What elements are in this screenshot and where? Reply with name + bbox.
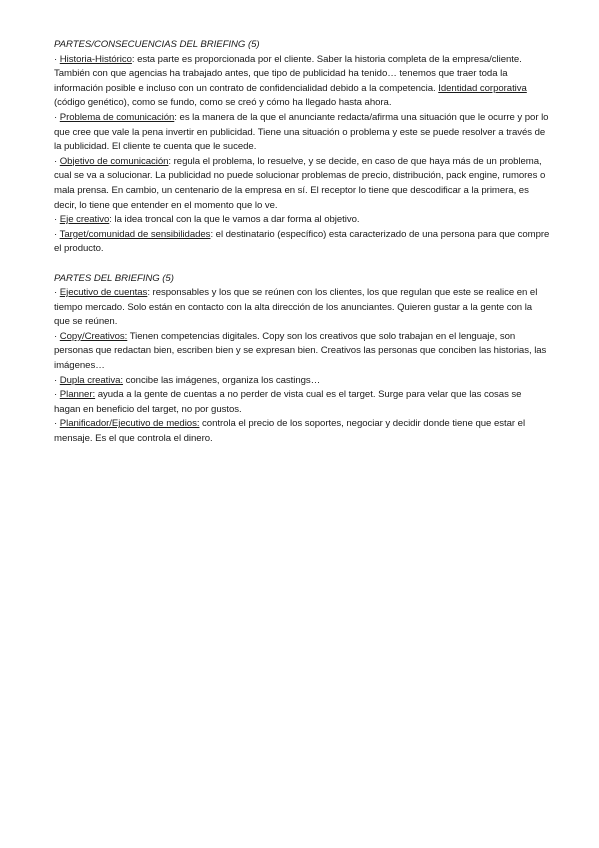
section-heading: PARTES/CONSECUENCIAS DEL BRIEFING (5) <box>54 39 260 50</box>
bullet: · <box>54 418 60 430</box>
bullet: · <box>54 374 60 386</box>
list-item-copy-creativos <box>54 330 550 374</box>
term-eje-creativo: Eje creativo <box>59 214 110 226</box>
term-ejecutivo-cuentas: Ejecutivo de cuentas <box>59 287 148 299</box>
bullet: · <box>54 389 60 401</box>
list-item-planner <box>54 388 550 417</box>
bullet: · <box>54 228 60 240</box>
term-copy-creativos: Copy/Creativos: <box>59 330 128 342</box>
document-page <box>54 38 550 447</box>
item-text: : es la manera de la que el anunciante redacta/afirma una situación que le ocurre y por lo que cree que vale la pena invertir en publicidad. Tiene una situación o problema y este se puede resolver a través de la publicidad. El cliente te cuenta que le sucede. <box>54 111 549 153</box>
term-objetivo: Objetivo de comunicación <box>59 155 169 167</box>
list-item-ejecutivo-cuentas <box>54 286 550 330</box>
item-text: (código genético), como se fundo, como se creó y cómo ha llegado hasta ahora. <box>54 97 392 109</box>
bullet: · <box>54 330 60 342</box>
term-historia: Historia-Histórico <box>59 53 132 65</box>
item-text: : la idea troncal con la que le vamos a dar forma al objetivo. <box>109 214 360 226</box>
bullet: · <box>54 214 60 226</box>
list-item-problema <box>54 111 550 155</box>
item-text: ayuda a la gente de cuentas a no perder de vista cual es el target. Surge para velar que las cosas se hagan en beneficio del target, no por gustos. <box>54 389 522 415</box>
list-item-eje-creativo <box>54 213 550 228</box>
list-item-target <box>54 228 550 257</box>
item-text: : regula el problema, lo resuelve, y se decide, en caso de que haya más de un problema, cual se va a solucionar. La publicidad no puede solucionar problemas de precio, distribución, pack engine, rumores o mala prensa. En cambio, un centenario de la empresa en sí. El receptor lo tiene que descodificar a la primera, es decir, lo tiene que entender en el momento que lo ve. <box>54 155 546 211</box>
item-text: concibe las imágenes, organiza los castings… <box>123 374 321 386</box>
term-planner: Planner: <box>59 389 96 401</box>
section-heading: PARTES DEL BRIEFING (5) <box>54 272 174 284</box>
item-text: : responsables y los que se reúnen con los clientes, los que regulan que este se realice en el tiempo mercado. Solo están en contacto con la alta dirección de los anunciantes. Quieren gustar a la gente con la que se reúnen. <box>54 287 538 328</box>
term-dupla-creativa: Dupla creativa: <box>59 374 124 386</box>
bullet: · <box>54 155 60 167</box>
list-item-dupla-creativa <box>54 374 550 389</box>
list-item-objetivo <box>54 155 550 213</box>
term-identidad-corporativa: Identidad corporativa <box>438 82 527 94</box>
list-item-planificador <box>54 417 550 446</box>
bullet: · <box>54 53 60 65</box>
section-partes-briefing <box>54 272 550 447</box>
term-target: Target/comunidad de sensibilidades <box>59 228 211 240</box>
item-text: controla el precio de los soportes, negociar y decidir donde tiene que estar el mensaje. Es el que controla el dinero. <box>54 418 526 445</box>
term-planificador: Planificador/Ejecutivo de medios: <box>59 418 200 430</box>
item-text: Tienen competencias digitales. Copy son los creativos que solo trabajan en el lenguaje, son personas que redactan bien, escriben bien y se expresan bien. Creativos las personas que conciben las historias, las imágenes… <box>54 330 547 372</box>
list-item-historia <box>54 53 550 111</box>
item-text: : esta parte es proporcionada por el cliente. Saber la historia completa de la empresa/cliente. También con que agencias ha trabajado antes, que tipo de publicidad ha tenido… tenemos que traer toda la información posible e incluso con un contrato de confidencialidad debido a la competencia. <box>54 53 522 94</box>
section-partes-consecuencias <box>54 38 550 257</box>
bullet: · <box>54 287 60 299</box>
item-text: : el destinatario (específico) esta caracterizado de una persona para que compre el producto. <box>54 228 550 255</box>
bullet: · <box>54 111 60 123</box>
term-problema: Problema de comunicación <box>59 111 175 123</box>
